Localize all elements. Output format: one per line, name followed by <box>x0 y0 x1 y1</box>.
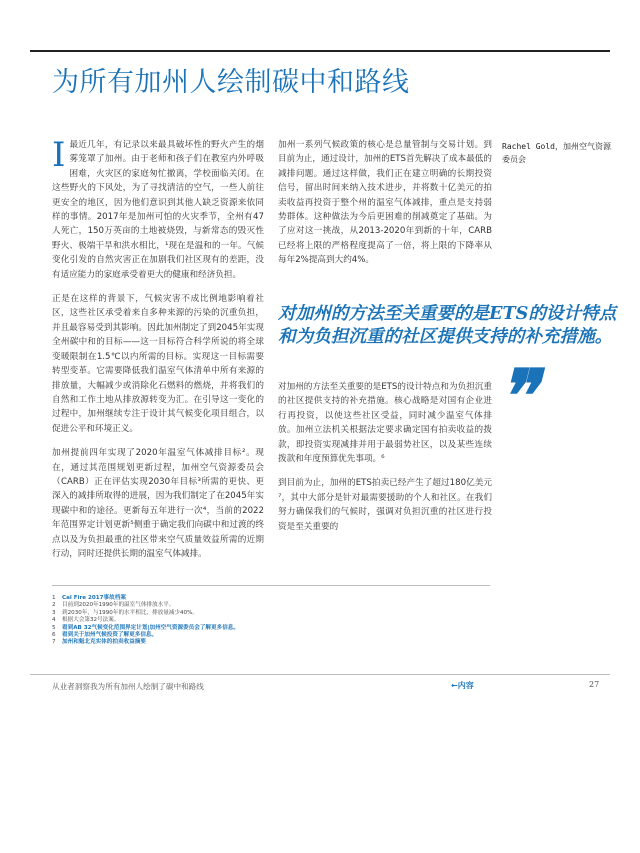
footnote-3: 3 到2030年，与1990年的水平相比，排放量减少40%。 <box>52 609 198 616</box>
footnotes-list <box>52 595 492 647</box>
footnote-1-link[interactable]: Cal Fire 2017事故档案 <box>62 595 126 601</box>
footer-title: 从业者洞察我为所有加州人绘制了碳中和路线 <box>52 682 204 691</box>
footnote-4: 4 根据大会第32号法案。 <box>52 617 120 624</box>
right-column-bottom <box>278 380 492 544</box>
footnote-1[interactable]: 1 Cal Fire 2017事故档案 <box>52 595 126 601</box>
footnote-5-link[interactable]: 看到AB 32气候变化范围界定计划|加州空气资源委员会了解更多信息。 <box>62 624 239 631</box>
left-paragraph-1 <box>52 135 264 282</box>
drop-cap: I <box>52 135 66 175</box>
author-attribution: Rachel Gold，加州空气资源委员会 <box>502 142 611 164</box>
left-paragraph-3: 加州提前四年实现了2020年温室气体减排目标²。现在，通过其范围规划更新过程，加州空气资源委员会（CARB）正在评估实现2030年目标³所需的更快、更深入的减排所取得的进展，因为我们制定了在2045年实现碳中和的途径。更新每五年进行一次⁴，当前的2022年范围界定计划更新⁵侧重于确定我们向碳中和过渡的终点以及为负担最重的社区带来空气质量效益所需的近期行动，同时还提供长期的温室气体减排。 <box>52 448 264 559</box>
footer-divider <box>30 674 610 675</box>
right-paragraph-2: 对加州的方法至关重要的是ETS的设计特点和为负担沉重的社区提供支持的补充措施。核心战略是对国有企业进行再投资，以使这些社区受益，同时减少温室气体排放。加州立法机关根据法定要求确定国有拍卖收益的拨款，即投资实现减排并用于最弱势社区，以及某些连续拨款和年度预算优先事项。⁶ <box>278 382 492 465</box>
left-paragraph-2: 正是在这样的背景下，气候灾害不成比例地影响着社区，这些社区承受着来自多种来源的污染的沉重负担，并且最容易受到其影响。因此加州制定了到2045年实现全州碳中和的目标——这一目标符合科学所说的将全球变暖限制在1.5℃以内所需的目标。实现这一目标需要转型变革。它需要降低我们温室气体清单中所有来源的排放量，大幅减少或消除化石燃料的燃烧，并将我们的自然和工作土地从排放源转变为汇。在引导这一变化的过程中，加州继续专注于设计其气候变化项目组合，以促进公平和环境正义。 <box>52 294 264 434</box>
left-paragraph-1-text: 最近几年，有记录以来最具破坏性的野火产生的烟雾笼罩了加州。由于老师和孩子们在教室内外呼吸困难，火灾区的家庭匆忙撤离，学校面临关闭。在这些野火的下风处，为了寻找清洁的空气，一些人前往更安全的地区，因为他们意识到其他人缺乏资源来依同样的事情。2017年是加州可怕的火灾季节，全州有47人死亡，150万英亩的土地被烧毁，与新常态的毁灭性野火、极端干旱和洪水相比，¹现在是温和的一年。气候变化引发的自然灾害正在加剧我们社区现有的差距，没有适应能力的家庭承受着更大的健康和经济负担。 <box>52 140 264 280</box>
left-column <box>52 135 264 571</box>
contents-link[interactable]: ←内容 <box>451 681 474 690</box>
page-number: 27 <box>589 680 600 689</box>
right-paragraph-3: 到目前为止，加州的ETS拍卖已经产生了超过180亿美元⁷，其中大部分是针对最需要援助的个人和社区。在我们努力确保我们的气候时，强调对负担沉重的社区进行投资是至关重要的 <box>278 478 492 532</box>
footnote-7[interactable]: 7 加州和魁北克实体的拍卖收益摘要 <box>52 639 146 646</box>
footnote-6-link[interactable]: 看到关于加州气候投资了解更多信息。 <box>62 632 158 639</box>
right-paragraph-1: 加州一系列气候政策的核心是总量管制与交易计划。到目前为止，通过设计，加州的ETS首先解决了成本最低的减排问题。通过这样做，我们正在建立明确的长期投资信号，留出时间来纳入技术进步，并将数十亿美元的拍卖收益再投资于整个州的温室气体减排，重点是支持弱势群体。这种做法为今后更困难的削减奠定了基础。为了应对这一挑战，从2013-2020年到新的十年，CARB已经将上限的严格程度提高了一倍，将上限的下降率从每年2%提高到大约4%。 <box>278 140 492 266</box>
right-column-top <box>278 138 492 278</box>
footnote-6[interactable]: 6 看到关于加州气候投资了解更多信息。 <box>52 632 158 639</box>
footnote-2: 2 目前到2020年1990年的温室气体排放水平。 <box>52 602 175 609</box>
footnote-7-link[interactable]: 加州和魁北克实体的拍卖收益摘要 <box>62 639 146 646</box>
top-rule <box>30 50 610 52</box>
quote-mark-icon: ❞ <box>498 353 537 438</box>
page-title: 为所有加州人绘制碳中和路线 <box>52 67 410 98</box>
footnote-divider <box>52 585 490 586</box>
footnote-5[interactable]: 5 看到AB 32气候变化范围界定计划|加州空气资源委员会了解更多信息。 <box>52 624 239 631</box>
pull-quote: 对加州的方法至关重要的是ETS的设计特点和为负担沉重的社区提供支持的补充措施。 <box>278 303 617 347</box>
